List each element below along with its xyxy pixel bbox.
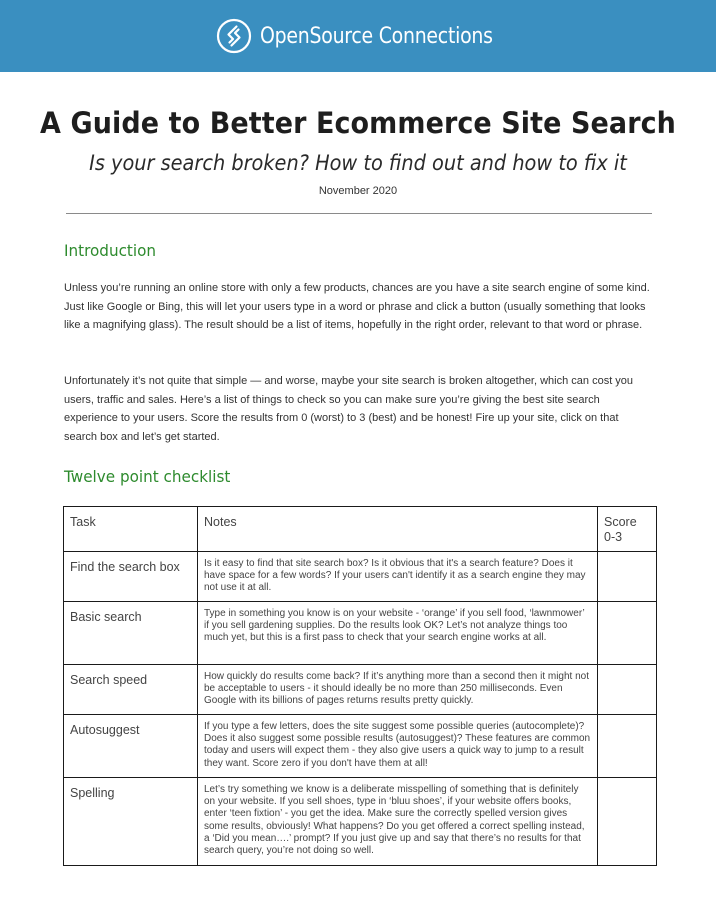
table-row <box>64 778 657 866</box>
brand-logo <box>216 18 500 54</box>
checklist-heading: Twelve point checklist <box>64 467 231 486</box>
intro-paragraph-2: Unfortunately it’s not quite that simple — and worse, maybe your site search is broken altogether, which can cost you users, traffic and sales. Here’s a list of things to check so you can make sure you’re giving the best site search experience to your users. Score the results from 0 (worst) to 3 (best) and be honest! Fire up your site, click on that search box and let’s get started. <box>64 375 634 443</box>
score-cell[interactable] <box>598 715 657 778</box>
osc-logo-icon <box>216 18 252 54</box>
score-label-line1: Score <box>604 515 637 529</box>
task-cell: Spelling <box>64 778 198 866</box>
document-title: A Guide to Better Ecommerce Site Search <box>40 106 676 140</box>
score-cell[interactable] <box>598 665 657 715</box>
header-banner <box>0 0 716 72</box>
table-row <box>64 715 657 778</box>
checklist-table <box>63 506 657 866</box>
score-label-line2: 0-3 <box>604 530 623 544</box>
notes-cell: How quickly do results come back? If it’s anything more than a second then it might not be acceptable to users - it should ideally be no more than 250 milliseconds. Even Google with its billions of pages returns results pretty quickly. <box>198 665 598 715</box>
task-cell: Basic search <box>64 602 198 665</box>
column-header-score <box>598 507 657 552</box>
task-cell: Search speed <box>64 665 198 715</box>
score-cell[interactable] <box>598 778 657 866</box>
notes-cell: Is it easy to find that site search box? Is it obvious that it's a search feature? Does it have space for a few words? If your users can't identify it as a search engine they may not use it at all. <box>198 552 598 602</box>
column-header-task: Task <box>64 507 198 552</box>
notes-cell: If you type a few letters, does the site suggest some possible queries (autocomplete)? Does it also suggest some possible results (autosuggest)? These features are common today and users will expect them - they also give users a quick way to jump to a result they want. Score zero if you don't have them at all! <box>198 715 598 778</box>
document-date: November 2020 <box>318 185 398 197</box>
score-cell[interactable] <box>598 602 657 665</box>
title-divider <box>66 213 652 214</box>
table-row <box>64 552 657 602</box>
table-row <box>64 602 657 665</box>
score-cell[interactable] <box>598 552 657 602</box>
task-cell: Find the search box <box>64 552 198 602</box>
task-cell: Autosuggest <box>64 715 198 778</box>
intro-paragraph-1: Unless you’re running an online store with only a few products, chances are you have a site search engine of some kind. Just like Google or Bing, this will let your users type in a word or phrase and click a button (usually something that looks like a magnifying glass). The result should be a list of items, hopefully in the right order, relevant to that word or phrase. <box>64 282 650 331</box>
document-subtitle: Is your search broken? How to find out and how to fix it <box>89 151 627 175</box>
brand-name: OpenSource Connections <box>260 23 493 49</box>
notes-cell: Type in something you know is on your website - ‘orange’ if you sell food, ‘lawnmower’ if you sell gardening supplies. Do the results look OK? Let’s not analyze things too much yet, but this is a first pass to check that your search engine works at all. <box>198 602 598 665</box>
introduction-heading: Introduction <box>64 241 157 260</box>
table-header-row <box>64 507 657 552</box>
table-row <box>64 665 657 715</box>
notes-cell: Let’s try something we know is a deliberate misspelling of something that is definitely on your website. If you sell shoes, type in ‘bluu shoes’, if your website offers books, enter ‘teen fixtion’ - you get the idea. Make sure the correctly spelled version gives some results, obviously! What happens? Do you get offered a correct spelling instead, a ‘Did you mean….’ prompt? If you just give up and say that there’s no results for that search query, you’re not doing so well. <box>198 778 598 866</box>
column-header-notes: Notes <box>198 507 598 552</box>
